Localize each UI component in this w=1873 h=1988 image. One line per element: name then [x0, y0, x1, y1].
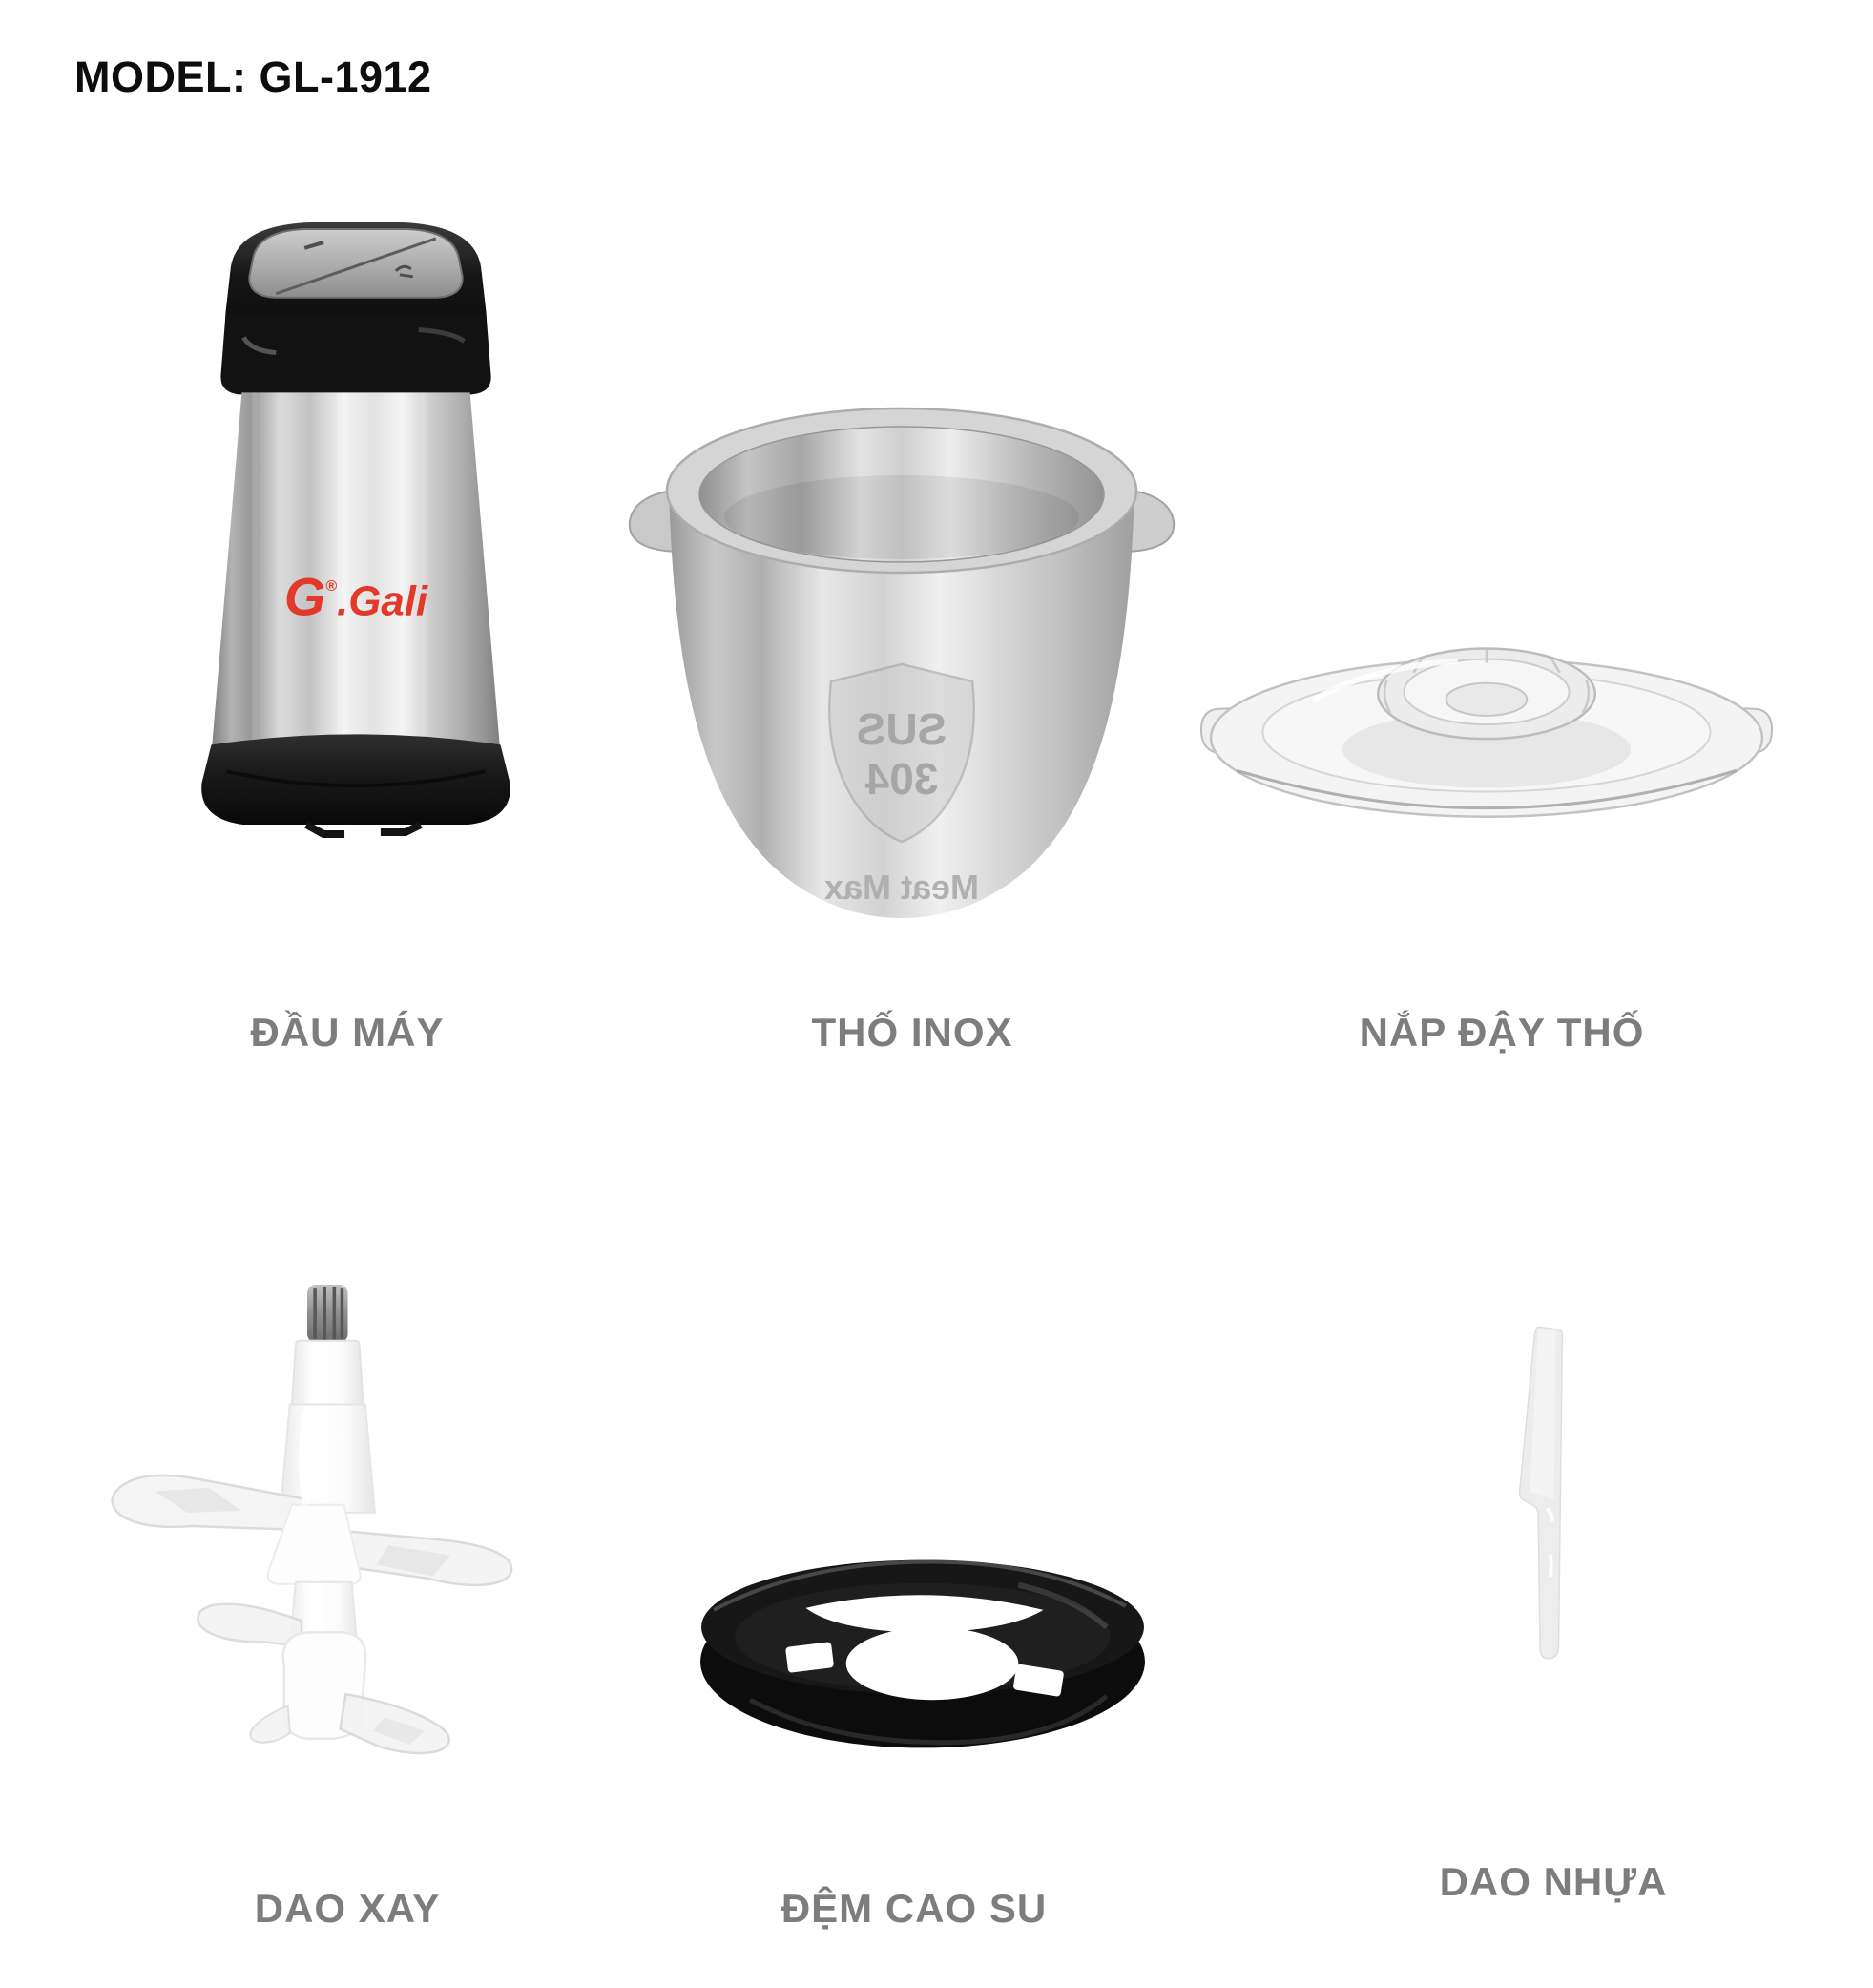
motor-cap-shoulder [220, 315, 490, 395]
stainless-bowl-illustration [615, 393, 1188, 951]
steel-streak [251, 392, 257, 765]
plastic-knife-illustration [1509, 1319, 1574, 1670]
label-rubber-gasket: ĐỆM CAO SU [780, 1886, 1048, 1931]
label-plastic-knife: DAO NHỰA [1439, 1859, 1668, 1904]
motor-base [201, 734, 510, 825]
bowl-emboss-bottom: Meat Max [823, 868, 980, 907]
label-bowl-lid: NẮP ĐẬY THỐ [1359, 1010, 1645, 1055]
blade-shaft-highlight [302, 1413, 305, 1505]
brand-logo: G®.Gali [283, 566, 428, 627]
label-stainless-bowl: THỐ INOX [811, 1010, 1013, 1055]
base-feet [306, 825, 421, 834]
blade-assembly-image [98, 1281, 514, 1764]
bowl-emboss-line2: 304 [864, 754, 939, 804]
stainless-bowl-image [615, 393, 1188, 951]
rubber-gasket-image [693, 1546, 1153, 1754]
bowl-lid-illustration [1198, 607, 1775, 825]
bowl-lid-image [1198, 607, 1775, 825]
blade-foot-left [250, 1705, 289, 1742]
plastic-knife-image [1509, 1319, 1574, 1670]
bowl-inner-shadow [724, 475, 1079, 559]
blade-upper-neck [292, 1341, 364, 1407]
label-motor-head: ĐẦU MÁY [250, 1010, 445, 1055]
blade-assembly-illustration [98, 1281, 514, 1764]
motor-head-illustration [193, 216, 519, 844]
lid-ring-hole [1446, 683, 1528, 716]
rubber-gasket-illustration [693, 1546, 1153, 1754]
label-blade-assembly: DAO XAY [254, 1886, 441, 1931]
gasket-center-hole [846, 1627, 1019, 1700]
motor-head-image [193, 216, 519, 844]
bowl-emboss-line1: SUS [856, 704, 947, 754]
blade-wing-lower-left [198, 1604, 302, 1646]
page-title: MODEL: GL-1912 [74, 52, 432, 101]
